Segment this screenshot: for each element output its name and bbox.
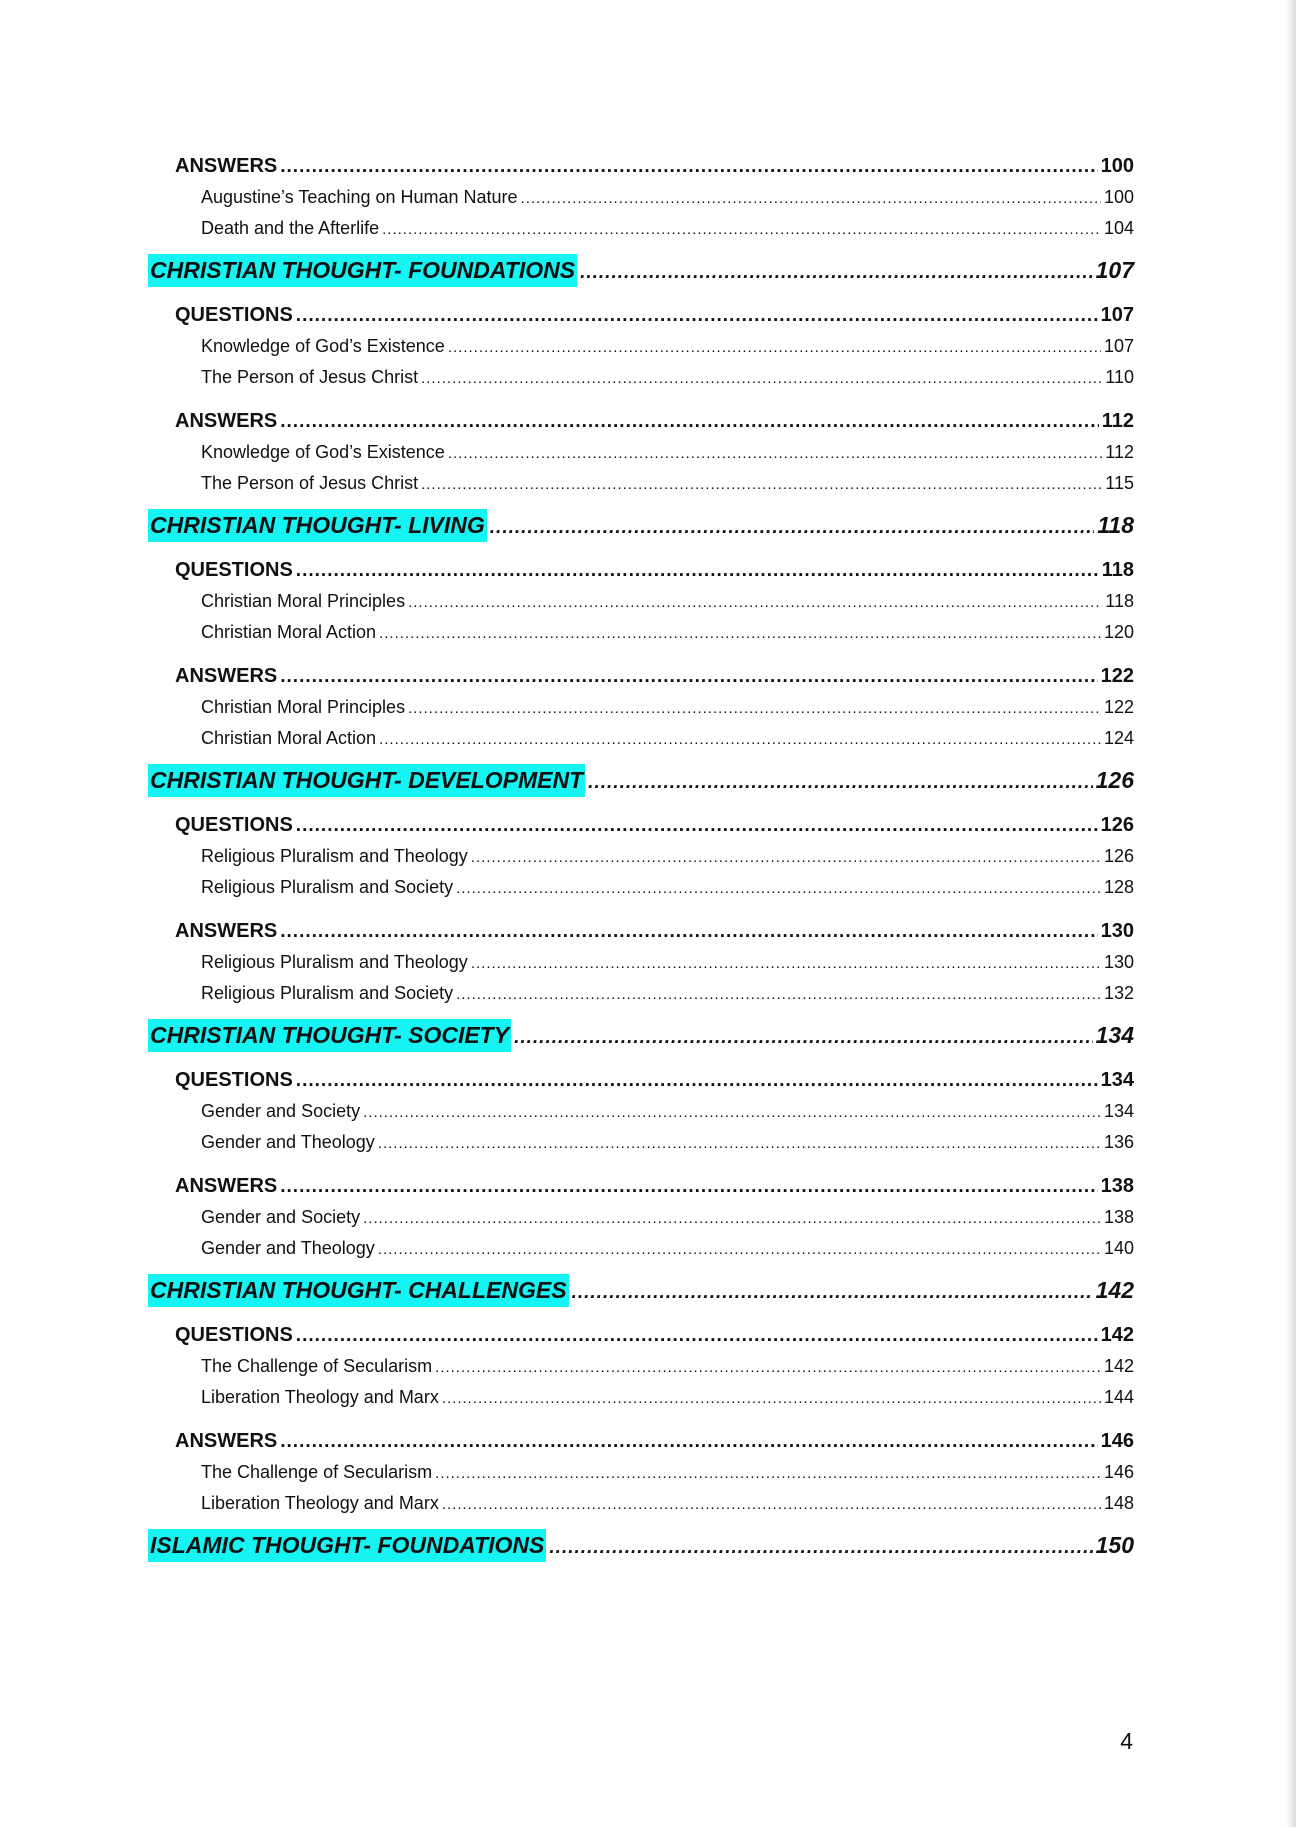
toc-section-entry[interactable] [148,586,1134,617]
toc-entry-page: 126 [1100,814,1134,836]
toc-entry-title: Knowledge of God’s Existence [201,336,445,356]
toc-entry-title: CHRISTIAN THOUGHT- LIVING [148,509,487,542]
page-number: 4 [1120,1728,1133,1754]
toc-entry-page: 110 [1105,367,1134,387]
dot-leader [296,300,1098,332]
toc-entry-title: Augustine’s Teaching on Human Nature [201,187,518,207]
toc-entry-page: 107 [1095,257,1134,283]
toc-part-entry[interactable] [148,1064,1134,1096]
toc-section-entry[interactable] [148,978,1134,1009]
toc-section-entry[interactable] [148,617,1134,648]
toc-entry-title: Knowledge of God’s Existence [201,442,445,462]
toc-section-entry[interactable] [148,841,1134,872]
toc-entry-page: 138 [1100,1175,1134,1197]
toc-entry-title: Gender and Society [201,1207,361,1227]
toc-entry-page: 136 [1103,1132,1134,1152]
toc-section-entry[interactable] [148,947,1134,978]
dot-leader [296,1320,1098,1352]
toc-entry-title: Death and the Afterlife [201,218,380,238]
table-of-contents [148,150,1134,1562]
toc-entry-page: 134 [1100,1069,1134,1091]
dot-leader [442,1383,1101,1414]
toc-entry-title: Religious Pluralism and Theology [201,952,468,972]
dot-leader [280,661,1097,693]
toc-section-entry[interactable] [148,437,1134,468]
dot-leader [421,469,1102,500]
toc-part-entry[interactable] [148,809,1134,841]
dot-leader [280,1171,1097,1203]
toc-entry-title: Christian Moral Principles [201,697,406,717]
toc-entry-page: 126 [1095,767,1134,793]
toc-entry-page: 122 [1103,697,1134,717]
toc-section-entry[interactable] [148,1382,1134,1413]
toc-entry-page: 120 [1103,622,1134,642]
dot-leader [378,1234,1101,1265]
toc-entry-title: CHRISTIAN THOUGHT- SOCIETY [148,1019,511,1052]
dot-leader [572,1276,1093,1309]
toc-entry-page: 142 [1103,1356,1134,1376]
toc-entry-page: 112 [1105,442,1134,462]
toc-entry-title: Liberation Theology and Marx [201,1493,439,1513]
toc-entry-title: Christian Moral Principles [201,591,406,611]
toc-entry-page: 134 [1095,1022,1134,1048]
dot-leader [456,873,1101,904]
toc-part-entry[interactable] [148,150,1134,182]
dot-leader [379,724,1101,755]
toc-entry-page: 140 [1103,1238,1134,1258]
dot-leader [421,363,1102,394]
dot-leader [471,948,1101,979]
dot-leader [580,256,1093,289]
toc-section-entry[interactable] [148,1457,1134,1488]
toc-entry-page: 107 [1100,304,1134,326]
toc-chapter-entry[interactable] [148,254,1134,287]
toc-entry-page: 104 [1103,218,1134,238]
toc-entry-page: 142 [1095,1277,1134,1303]
toc-entry-page: 146 [1100,1430,1134,1452]
dot-leader [363,1203,1101,1234]
toc-entry-page: 107 [1103,336,1134,356]
toc-entry-page: 138 [1103,1207,1134,1227]
dot-leader [296,555,1099,587]
toc-chapter-entry[interactable] [148,509,1134,542]
toc-entry-page: 144 [1103,1387,1134,1407]
toc-chapter-entry[interactable] [148,1019,1134,1052]
dot-leader [379,618,1101,649]
dot-leader [471,842,1101,873]
toc-part-entry[interactable] [148,405,1134,437]
dot-leader [490,511,1095,544]
toc-section-entry[interactable] [148,331,1134,362]
toc-entry-title: Liberation Theology and Marx [201,1387,439,1407]
toc-entry-page: 118 [1097,512,1134,538]
toc-entry-page: 118 [1101,559,1134,581]
toc-part-entry[interactable] [148,915,1134,947]
toc-entry-title: QUESTIONS [175,559,293,581]
dot-leader [408,587,1102,618]
toc-entry-title: CHRISTIAN THOUGHT- DEVELOPMENT [148,764,585,797]
dot-leader [296,1065,1098,1097]
dot-leader [280,916,1097,948]
toc-section-entry[interactable] [148,362,1134,393]
toc-entry-page: 130 [1100,920,1134,942]
dot-leader [588,766,1092,799]
dot-leader [448,332,1101,363]
toc-part-entry[interactable] [148,1319,1134,1351]
toc-chapter-entry[interactable] [148,1529,1134,1562]
toc-entry-title: ANSWERS [175,155,278,177]
toc-section-entry[interactable] [148,1096,1134,1127]
toc-entry-page: 100 [1103,187,1134,207]
toc-entry-title: Gender and Society [201,1101,361,1121]
dot-leader [280,406,1099,438]
toc-section-entry[interactable] [148,1351,1134,1382]
toc-entry-page: 128 [1103,877,1134,897]
toc-section-entry[interactable] [148,723,1134,754]
toc-entry-title: CHRISTIAN THOUGHT- FOUNDATIONS [148,254,577,287]
toc-entry-page: 124 [1103,728,1134,748]
toc-entry-page: 146 [1103,1462,1134,1482]
toc-entry-title: QUESTIONS [175,1069,293,1091]
toc-entry-title: ANSWERS [175,410,278,432]
toc-entry-title: Religious Pluralism and Society [201,983,454,1003]
toc-entry-page: 150 [1095,1532,1134,1558]
toc-entry-page: 134 [1103,1101,1134,1121]
page-edge-shadow [1286,0,1296,1827]
dot-leader [456,979,1101,1010]
toc-entry-title: QUESTIONS [175,814,293,836]
toc-entry-page: 126 [1103,846,1134,866]
toc-entry-title: ANSWERS [175,1175,278,1197]
dot-leader [363,1097,1101,1128]
toc-section-entry[interactable] [148,213,1134,244]
dot-leader [549,1531,1092,1564]
toc-entry-title: CHRISTIAN THOUGHT- CHALLENGES [148,1274,569,1307]
toc-part-entry[interactable] [148,1425,1134,1457]
toc-entry-title: Gender and Theology [201,1238,375,1258]
toc-entry-title: ANSWERS [175,665,278,687]
toc-section-entry[interactable] [148,1488,1134,1519]
toc-entry-title: Gender and Theology [201,1132,375,1152]
dot-leader [280,1426,1097,1458]
toc-entry-title: QUESTIONS [175,304,293,326]
toc-entry-title: The Challenge of Secularism [201,1462,433,1482]
toc-entry-title: Religious Pluralism and Theology [201,846,468,866]
toc-entry-title: ISLAMIC THOUGHT- FOUNDATIONS [148,1529,546,1562]
dot-leader [408,693,1101,724]
toc-entry-title: The Person of Jesus Christ [201,367,419,387]
dot-leader [280,151,1097,183]
toc-section-entry[interactable] [148,1127,1134,1158]
toc-entry-page: 130 [1103,952,1134,972]
toc-part-entry[interactable] [148,554,1134,586]
toc-entry-title: Christian Moral Action [201,728,377,748]
toc-entry-page: 148 [1103,1493,1134,1513]
dot-leader [521,183,1101,214]
toc-entry-page: 122 [1100,665,1134,687]
dot-leader [442,1489,1101,1520]
toc-entry-title: ANSWERS [175,920,278,942]
toc-part-entry[interactable] [148,660,1134,692]
toc-entry-title: Christian Moral Action [201,622,377,642]
toc-entry-page: 100 [1100,155,1134,177]
toc-chapter-entry[interactable] [148,764,1134,797]
toc-entry-title: ANSWERS [175,1430,278,1452]
toc-part-entry[interactable] [148,1170,1134,1202]
toc-section-entry[interactable] [148,468,1134,499]
toc-entry-page: 115 [1105,473,1134,493]
toc-entry-title: Religious Pluralism and Society [201,877,454,897]
dot-leader [296,810,1098,842]
toc-section-entry[interactable] [148,692,1134,723]
toc-entry-title: The Challenge of Secularism [201,1356,433,1376]
toc-entry-page: 142 [1100,1324,1134,1346]
toc-chapter-entry[interactable] [148,1274,1134,1307]
toc-section-entry[interactable] [148,872,1134,903]
toc-entry-title: QUESTIONS [175,1324,293,1346]
toc-part-entry[interactable] [148,299,1134,331]
toc-entry-title: The Person of Jesus Christ [201,473,419,493]
dot-leader [435,1458,1101,1489]
dot-leader [514,1021,1093,1054]
toc-entry-page: 118 [1105,591,1134,611]
dot-leader [448,438,1102,469]
dot-leader [435,1352,1101,1383]
toc-entry-page: 132 [1103,983,1134,1003]
toc-section-entry[interactable] [148,1202,1134,1233]
toc-section-entry[interactable] [148,182,1134,213]
toc-section-entry[interactable] [148,1233,1134,1264]
dot-leader [378,1128,1101,1159]
dot-leader [382,214,1101,245]
toc-entry-page: 112 [1101,410,1134,432]
